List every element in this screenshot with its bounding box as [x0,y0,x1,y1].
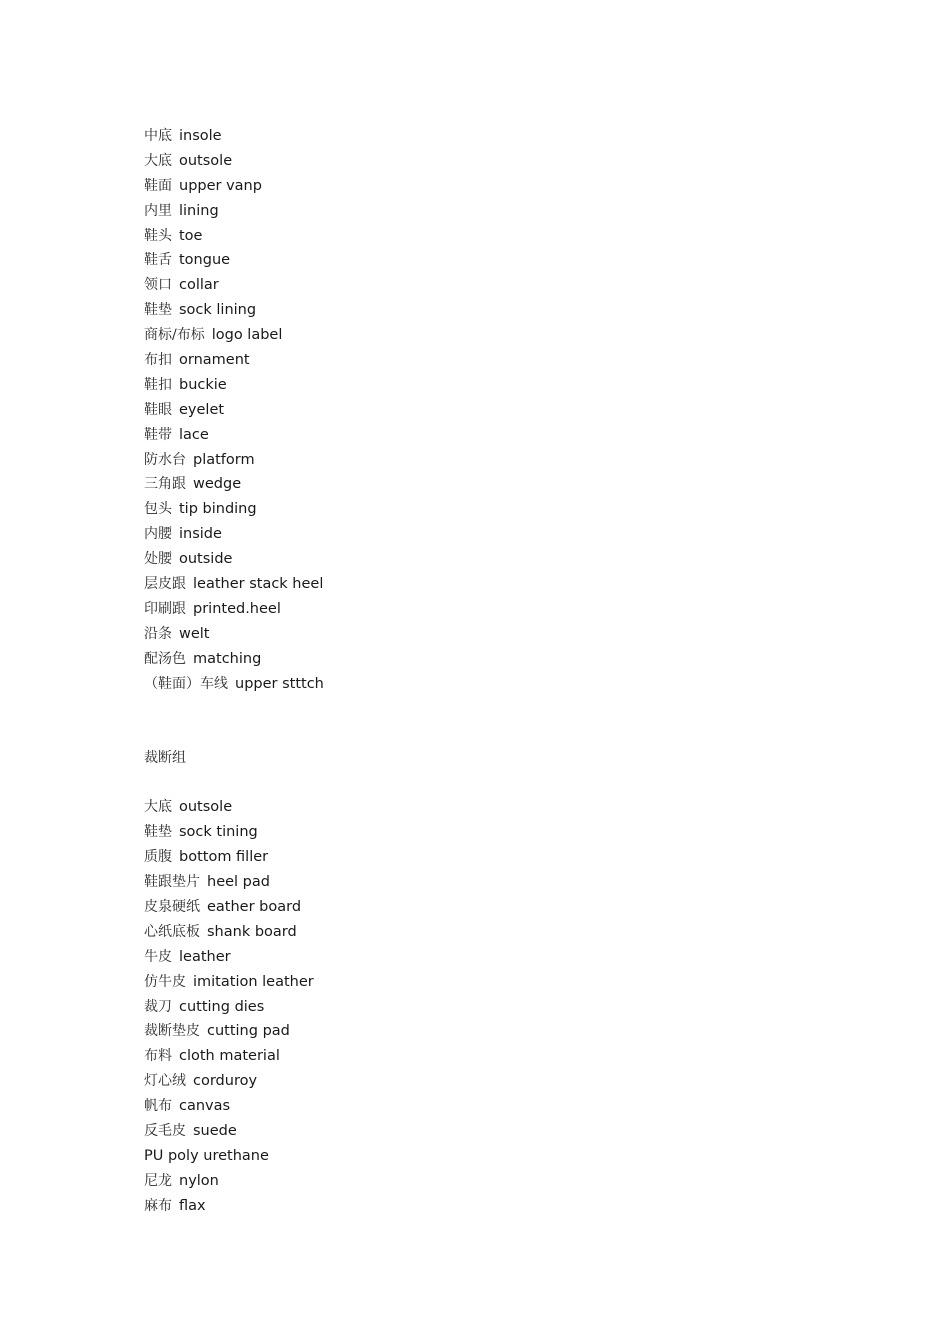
glossary-entry [144,870,844,895]
glossary-entry [144,448,844,473]
term-english: tongue [179,252,231,269]
section-heading: 裁断组 [144,750,186,767]
term-english: upper stttch [235,675,324,692]
term-chinese: 鞋舌 [144,252,172,269]
term-english: eather board [207,898,302,915]
glossary-section-2 [144,795,844,1218]
glossary-entry [144,298,844,323]
term-english: outsole [179,152,233,169]
term-english: nylon [179,1172,219,1189]
glossary-entry [144,472,844,497]
term-english: platform [193,451,255,468]
term-english: bottom filler [179,849,269,866]
glossary-entry [144,970,844,995]
glossary-entry [144,895,844,920]
term-chinese: 布料 [144,1048,172,1065]
term-chinese: 沿条 [144,625,172,642]
term-english: sock lining [179,302,257,319]
glossary-entry [144,398,844,423]
glossary-entry [144,323,844,348]
term-chinese: 内腰 [144,526,172,543]
term-chinese: 布扣 [144,352,172,369]
term-english: insole [179,128,222,144]
term-english: leather [179,948,231,965]
term-english: canvas [179,1098,231,1115]
term-english: PU poly urethane [144,1147,269,1164]
glossary-entry [144,423,844,448]
glossary-entry [144,248,844,273]
term-chinese: 鞋扣 [144,376,172,393]
glossary-entry [144,497,844,522]
glossary-entry [144,348,844,373]
glossary-entry [144,597,844,622]
document-page [144,124,844,1219]
term-english: cloth material [179,1048,280,1065]
term-chinese: 领口 [144,277,172,294]
term-chinese: 防水台 [144,451,186,468]
term-english: logo label [211,327,283,344]
glossary-entry [144,795,844,820]
term-english: cutting dies [179,998,265,1015]
glossary-entry [144,522,844,547]
term-chinese: 鞋头 [144,227,172,244]
term-english: suede [193,1122,237,1139]
term-chinese: 裁断垫皮 [144,1023,200,1040]
term-chinese: 鞋眼 [144,401,172,418]
glossary-entry [144,920,844,945]
term-english: shank board [207,923,297,940]
term-chinese: 三角跟 [144,476,186,493]
term-chinese: 反毛皮 [144,1122,186,1139]
term-english: corduroy [193,1073,258,1090]
term-chinese: 鞋垫 [144,824,172,841]
term-english: toe [179,227,203,244]
glossary-entry [144,547,844,572]
glossary-entry [144,647,844,672]
term-chinese: 麻布 [144,1197,172,1214]
term-chinese: 大底 [144,799,172,816]
term-chinese: 处腰 [144,551,172,568]
term-chinese: 内里 [144,202,172,219]
term-chinese: 帆布 [144,1098,172,1115]
glossary-section-1 [144,124,844,696]
term-chinese: 裁刀 [144,998,172,1015]
glossary-entry [144,224,844,249]
glossary-entry [144,1094,844,1119]
term-chinese: 鞋带 [144,426,172,443]
term-chinese: 质腹 [144,849,172,866]
term-english: heel pad [207,874,270,891]
term-english: buckie [179,376,227,393]
glossary-entry [144,995,844,1020]
term-english: outside [179,551,233,568]
term-english: sock tining [179,824,258,841]
term-english: printed.heel [193,600,281,617]
glossary-entry [144,1019,844,1044]
term-english: flax [179,1197,206,1214]
term-english: imitation leather [193,973,314,990]
term-chinese: 尼龙 [144,1172,172,1189]
term-chinese: 灯心绒 [144,1073,186,1090]
glossary-entry [144,945,844,970]
term-english: collar [179,277,219,294]
term-chinese: 印刷跟 [144,600,186,617]
term-english: wedge [193,476,242,493]
term-chinese: 商标/布标 [144,327,205,344]
term-english: upper vanp [179,177,262,194]
glossary-entry [144,672,844,697]
glossary-entry [144,622,844,647]
term-chinese: （鞋面）车线 [144,675,228,692]
glossary-entry [144,1194,844,1219]
term-chinese: 鞋跟垫片 [144,874,200,891]
term-english: tip binding [179,501,257,518]
term-chinese: 层皮跟 [144,576,186,593]
term-english: welt [179,625,210,642]
glossary-entry [144,199,844,224]
term-english: ornament [179,352,250,369]
glossary-entry [144,1044,844,1069]
term-english: eyelet [179,401,225,418]
glossary-entry [144,149,844,174]
glossary-entry [144,373,844,398]
term-chinese: 牛皮 [144,948,172,965]
term-chinese: 鞋面 [144,177,172,194]
term-chinese: 配汤色 [144,650,186,667]
term-english: lace [179,426,209,443]
glossary-entry [144,820,844,845]
glossary-entry [144,124,844,149]
glossary-entry [144,1144,844,1169]
glossary-entry [144,1119,844,1144]
term-english: outsole [179,799,233,816]
term-chinese: 仿牛皮 [144,973,186,990]
term-english: inside [179,526,222,543]
term-chinese: 大底 [144,152,172,169]
term-chinese: 鞋垫 [144,302,172,319]
glossary-entry [144,572,844,597]
term-chinese: 包头 [144,501,172,518]
glossary-entry [144,1169,844,1194]
term-chinese: 皮泉硬纸 [144,898,200,915]
term-chinese: 心纸底板 [144,923,200,940]
glossary-entry [144,845,844,870]
term-english: leather stack heel [193,576,324,593]
term-english: cutting pad [207,1023,290,1040]
glossary-entry [144,174,844,199]
term-english: matching [193,650,262,667]
term-english: lining [179,202,219,219]
term-chinese: 中底 [144,128,172,144]
glossary-entry [144,273,844,298]
glossary-entry [144,1069,844,1094]
